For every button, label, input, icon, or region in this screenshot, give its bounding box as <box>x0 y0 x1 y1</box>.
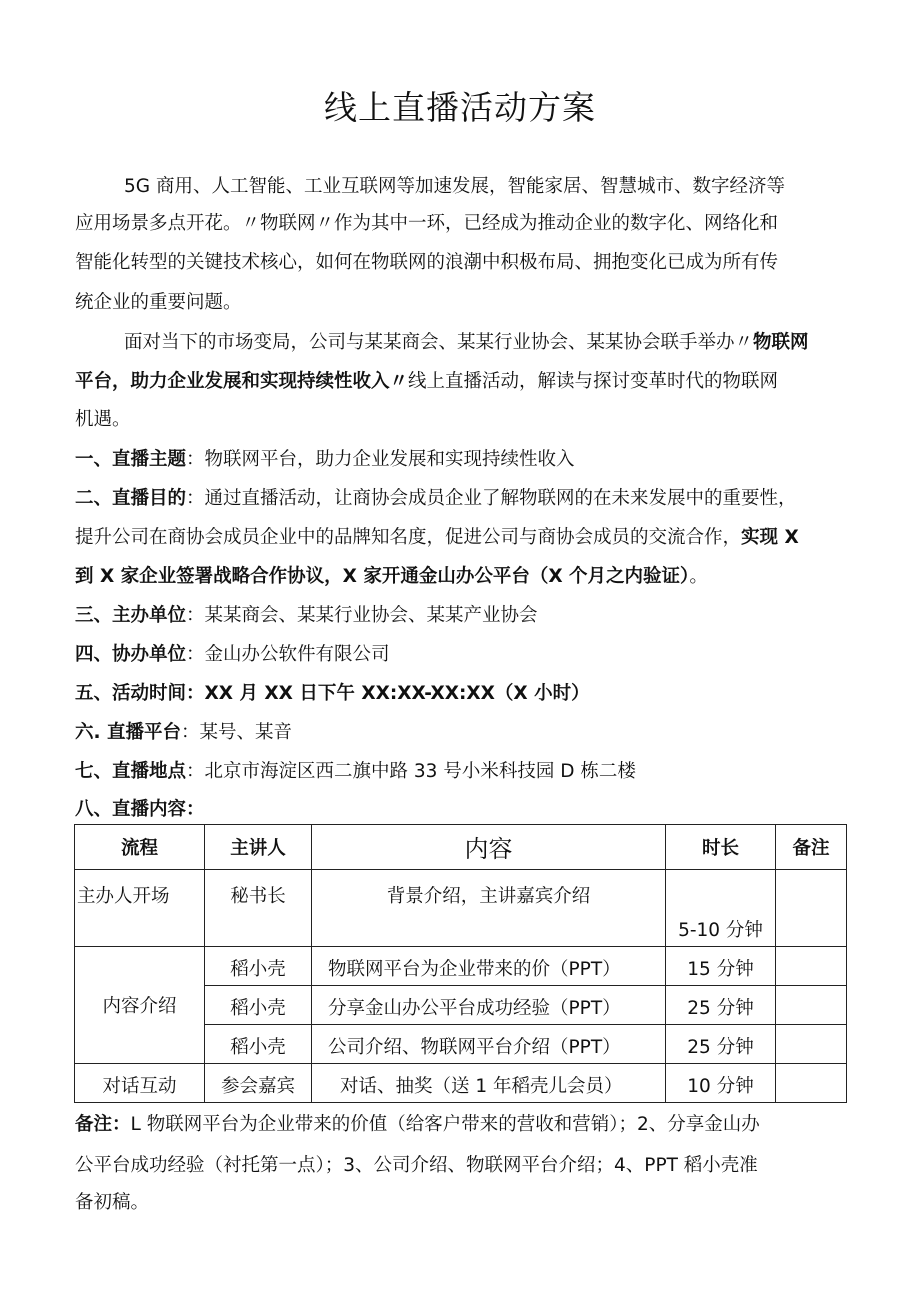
item-emphasis: 实现 X <box>741 527 799 548</box>
item-content <box>75 797 205 823</box>
cell-duration: 25 分钟 <box>666 986 776 1025</box>
item-label: 七、直播地点 <box>75 761 187 782</box>
remark-text: L 物联网平台为企业带来的价值（给客户带来的营收和营销）；2、分享金山办 <box>130 1114 760 1135</box>
cell-duration: 15 分钟 <box>666 947 776 986</box>
item-purpose <box>75 486 797 512</box>
intro-line: 智能化转型的关键技术核心，如何在物联网的浪潮中积极布局、拥抱变化已成为所有传 <box>75 252 779 273</box>
intro-text: 面对当下的市场变局，公司与某某商会、某某行业协会、某某协会联手举办〃 <box>124 332 754 353</box>
item-text: ：某号、某音 <box>180 722 292 743</box>
table-header-row <box>75 825 847 870</box>
cell-note <box>776 870 847 947</box>
cell-content: 对话、抽奖（送 1 年稻壳儿会员） <box>312 1064 666 1103</box>
header-content: 内容 <box>312 825 666 870</box>
remark-line <box>75 1112 760 1138</box>
cell-speaker: 稻小壳 <box>205 947 312 986</box>
cell-note <box>776 1025 847 1064</box>
item-text: ：某某商会、某某行业协会、某某产业协会 <box>186 605 538 626</box>
item-colon: ： <box>186 449 205 470</box>
item-label: 四、协办单位 <box>75 644 187 665</box>
header-speaker: 主讲人 <box>205 825 312 870</box>
remark-label: 备注： <box>75 1114 131 1135</box>
table-row <box>75 1064 847 1103</box>
cell-note <box>776 947 847 986</box>
item-label: 一、直播主题 <box>75 449 187 470</box>
item-time <box>75 681 590 707</box>
cell-note <box>776 986 847 1025</box>
cell-content: 背景介绍，主讲嘉宾介绍 <box>312 870 666 947</box>
intro-line <box>124 330 809 356</box>
item-location <box>75 759 636 785</box>
item-text: ：金山办公软件有限公司 <box>186 644 390 665</box>
intro-line: 应用场景多点开花。〃物联网〃作为其中一环，已经成为推动企业的数字化、网络化和 <box>75 213 779 234</box>
cell-content: 公司介绍、物联网平台介绍（PPT） <box>312 1025 666 1064</box>
item-label: 八、直播内容： <box>75 799 205 820</box>
intro-line: 机遇。 <box>75 409 131 430</box>
intro-line: 5G 商用、人工智能、工业互联网等加速发展，智能家居、智慧城市、数字经济等 <box>124 176 785 197</box>
cell-speaker: 秘书长 <box>205 870 312 947</box>
item-text: ：北京市海淀区西二旗中路 33 号小米科技园 D 栋二楼 <box>186 761 636 782</box>
table-row <box>75 870 847 947</box>
remark-line: 备初稿。 <box>75 1192 150 1213</box>
item-text: 。 <box>689 566 708 587</box>
remark-line: 公平台成功经验（衬托第一点）；3、公司介绍、物联网平台介绍；4、PPT 稻小壳准 <box>75 1155 758 1176</box>
item-theme <box>75 447 575 473</box>
item-text: 提升公司在商协会成员企业中的品牌知名度，促进公司与商协会成员的交流合作， <box>75 527 742 548</box>
item-label: 六. 直播平台 <box>75 722 181 743</box>
intro-emphasis: 平台，助力企业发展和实现持续性收入〃 <box>75 371 409 392</box>
item-text: XX 月 XX 日下午 XX:XX-XX:XX（X 小时） <box>204 683 590 704</box>
program-table <box>74 824 847 1103</box>
cell-speaker: 稻小壳 <box>205 986 312 1025</box>
cell-flow: 主办人开场 <box>75 870 205 947</box>
item-emphasis: 到 X 家企业签署战略合作协议，X 家开通金山办公平台（X 个月之内验证） <box>75 566 690 587</box>
cell-flow: 对话互动 <box>75 1064 205 1103</box>
cell-duration: 10 分钟 <box>666 1064 776 1103</box>
intro-line <box>75 369 778 395</box>
document-title: 线上直播活动方案 <box>324 88 596 127</box>
item-text: 物联网平台，助力企业发展和实现持续性收入 <box>204 449 575 470</box>
cell-content: 分享金山办公平台成功经验（PPT） <box>312 986 666 1025</box>
header-flow: 流程 <box>75 825 205 870</box>
intro-text: 线上直播活动，解读与探讨变革时代的物联网 <box>408 371 779 392</box>
item-purpose-line3 <box>75 564 708 590</box>
item-text: ：通过直播活动，让商协会成员企业了解物联网的在未来发展中的重要性， <box>186 488 797 509</box>
item-label: 二、直播目的 <box>75 488 187 509</box>
cell-flow: 内容介绍 <box>75 947 205 1064</box>
cell-duration: 25 分钟 <box>666 1025 776 1064</box>
item-purpose-line2 <box>75 525 799 551</box>
item-label: 三、主办单位 <box>75 605 187 626</box>
cell-note <box>776 1064 847 1103</box>
intro-emphasis: 物联网 <box>753 332 809 353</box>
item-organizer <box>75 603 538 629</box>
item-label: 五、活动时间： <box>75 683 205 704</box>
intro-line: 统企业的重要问题。 <box>75 292 242 313</box>
table-row <box>75 947 847 986</box>
item-co-organizer <box>75 642 390 668</box>
cell-speaker: 参会嘉宾 <box>205 1064 312 1103</box>
header-duration: 时长 <box>666 825 776 870</box>
item-platform <box>75 720 292 746</box>
cell-speaker: 稻小壳 <box>205 1025 312 1064</box>
cell-duration: 5-10 分钟 <box>666 870 776 947</box>
header-note: 备注 <box>776 825 847 870</box>
cell-content: 物联网平台为企业带来的价（PPT） <box>312 947 666 986</box>
